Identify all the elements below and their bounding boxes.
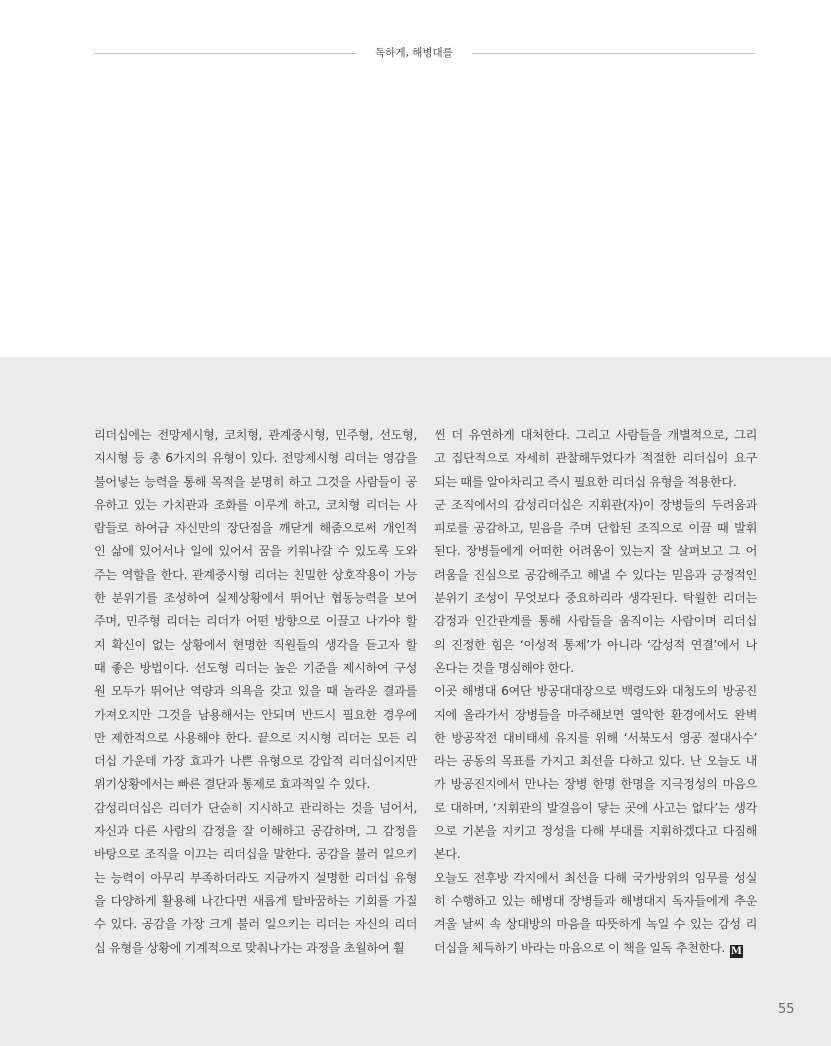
body-text-line: 더십 가운데 가장 효과가 나쁜 유형으로 강압적 리더십이지만: [94, 754, 417, 769]
body-text-line: 이곳 해병대 6여단 방공대대장으로 백령도와 대청도의 방공진: [434, 684, 757, 699]
body-text-line: 주는 역할을 한다. 관계중시형 리더는 친밀한 상호작용이 가능: [94, 567, 417, 582]
body-text-line: 수 있다. 공감을 가장 크게 불러 일으키는 리더는 자신의 리더: [94, 917, 417, 932]
body-text-line: 리더십에는 전망제시형, 코치형, 관계중시형, 민주형, 선도형,: [94, 428, 417, 442]
body-text-line: 위기상황에서는 빠른 결단과 통제로 효과적일 수 있다.: [94, 777, 370, 792]
body-text-line: 자신과 다른 사람의 감정을 잘 이해하고 공감하며, 그 감정을: [94, 824, 417, 839]
header-rule-right: [472, 53, 755, 54]
body-text-line: 원 모두가 뛰어난 역량과 의욕을 갖고 있을 때 놀라운 결과를: [94, 684, 417, 699]
body-text-line: 본다.: [434, 847, 461, 862]
body-text-line: 한 분위기를 조성하여 실제상황에서 뛰어난 협동능력을 보여: [94, 591, 417, 606]
body-text-line: 가 방공진지에서 만나는 장병 한명 한명을 지극정성의 마음으: [434, 777, 757, 792]
running-header-title: 독하게, 해병대를: [375, 47, 453, 59]
article-column-left: [94, 424, 417, 960]
body-text-line: 바탕으로 조직을 이끄는 리더십을 말한다. 공감을 불러 일으키: [94, 847, 417, 862]
page-number: 55: [778, 1002, 795, 1017]
body-text-line: 지시형 등 총 6가지의 유형이 있다. 전망제시형 리더는 영감을: [94, 451, 417, 466]
body-text-line: 려움을 진심으로 공감해주고 해낼 수 있다는 믿음과 긍정적인: [434, 567, 757, 582]
body-text-line: 을 다양하게 활용해 나간다면 새롭게 탈바꿈하는 기회를 가질: [94, 893, 417, 908]
body-text-line: 한 방공작전 대비태세 유지를 위해 ‘서북도서 영공 절대사수’: [434, 730, 757, 745]
body-text-line: 라는 공동의 목표를 가지고 최선을 다하고 있다. 난 오늘도 내: [434, 754, 757, 769]
body-text-line: 감정과 인간관계를 통해 사람들을 움직이는 사람이며 리더십: [434, 614, 757, 629]
article-column-right: [434, 424, 757, 960]
body-text-line: 으로 기본을 지키고 정성을 다해 부대를 지휘하겠다고 다짐해: [434, 824, 757, 839]
body-text-line: 피로를 공감하고, 믿음을 주며 단합된 조직으로 이끌 때 발휘: [434, 521, 757, 536]
body-text-line: 겨울 날씨 속 상대방의 마음을 따뜻하게 녹일 수 있는 감성 리: [434, 917, 757, 932]
body-text-line: 군 조직에서의 감성리더십은 지휘관(자)이 장병들의 두려움과: [434, 497, 757, 512]
body-text-line: 된다. 장병들에게 어떠한 어려움이 있는지 잘 살펴보고 그 어: [434, 544, 757, 559]
body-text-line: 람들로 하여금 자신만의 장단점을 깨닫게 해줌으로써 개인적: [94, 521, 417, 536]
body-text-line: 오늘도 전후방 각지에서 최선을 다해 국가방위의 임무를 성실: [434, 870, 757, 885]
body-text-line: 온다는 것을 명심해야 한다.: [434, 660, 574, 675]
body-text-line: 십 유형을 상황에 기계적으로 맞춰나가는 과정을 초월하여 훨: [94, 940, 405, 955]
header-rule-left: [94, 53, 356, 54]
body-text-line: 지에 올라가서 장병들을 마주해보면 열악한 환경에서도 완벽: [434, 707, 757, 722]
body-text-line: 로 대하며, ‘지휘관의 발걸음이 닿는 곳에 사고는 없다’는 생각: [434, 800, 757, 815]
body-text-line: 인 삶에 있어서나 일에 있어서 꿈을 키워나갈 수 있도록 도와: [94, 544, 417, 559]
body-text-final: 더십을 체득하기 바라는 마음으로 이 책을 일독 추천한다.: [434, 940, 725, 955]
body-text-line: 분위기 조성이 무엇보다 중요하리라 생각된다. 탁월한 리더는: [434, 591, 757, 606]
body-text-line: 불어넣는 능력을 통해 목적을 분명히 하고 그것을 사람들이 공: [94, 474, 417, 489]
body-text-line: 히 수행하고 있는 해병대 장병들과 해병대지 독자들에게 추운: [434, 893, 757, 908]
body-text-line: [434, 937, 757, 960]
body-text-line: 가져오지만 그것을 남용해서는 안되며 반드시 필요한 경우에: [94, 707, 417, 722]
body-text-line: 주며, 민주형 리더는 리더가 어떤 방향으로 이끌고 나가야 할: [94, 614, 417, 629]
body-text-line: 지 확신이 없는 상황에서 현명한 직원들의 생각을 듣고자 할: [94, 637, 417, 652]
article-end-mark: M: [730, 945, 742, 957]
body-text-line: 감성리더십은 리더가 단순히 지시하고 관리하는 것을 넘어서,: [94, 800, 417, 815]
body-text-line: 의 진정한 힘은 ‘이성적 통제’가 아니라 ‘감성적 연결’에서 나: [434, 637, 757, 652]
body-text-line: 는 능력이 아무리 부족하더라도 지금까지 설명한 리더십 유형: [94, 870, 417, 885]
body-text-line: 만 제한적으로 사용해야 한다. 끝으로 지시형 리더는 모든 리: [94, 730, 417, 745]
body-text-line: 유하고 있는 가치관과 조화를 이루게 하고, 코치형 리더는 사: [94, 497, 417, 512]
body-text-line: 고 집단적으로 자세히 관찰해두었다가 적절한 리더십이 요구: [434, 451, 757, 466]
body-text-line: 씬 더 유연하게 대처한다. 그리고 사람들을 개별적으로, 그리: [434, 428, 757, 442]
body-text-line: 때 좋은 방법이다. 선도형 리더는 높은 기준을 제시하여 구성: [94, 660, 417, 675]
body-text-line: 되는 때를 알아차리고 즉시 필요한 리더십 유형을 적용한다.: [434, 474, 737, 489]
